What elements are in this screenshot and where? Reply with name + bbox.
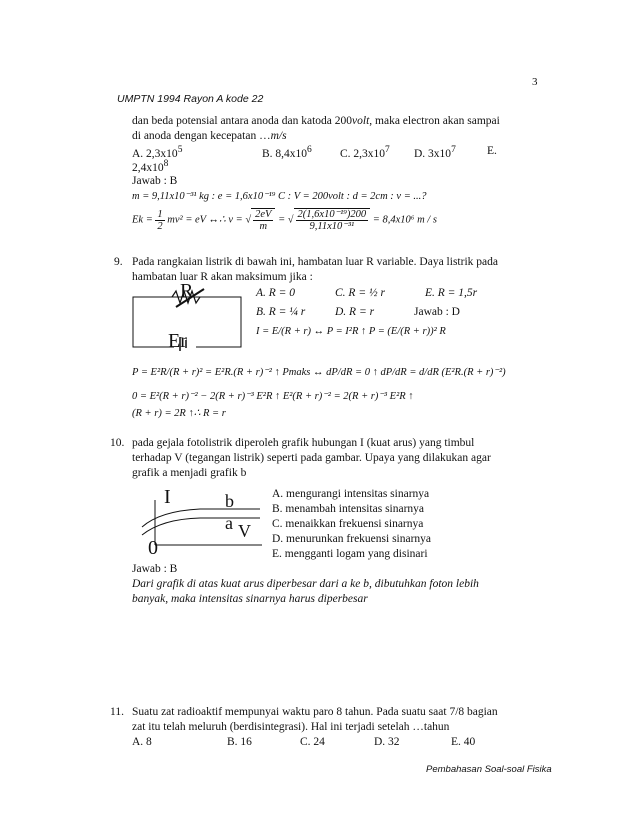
q11-option-d: D. 32 [374,736,400,748]
q10-curve-a-label: a [225,513,233,533]
q8-answer: Jawab : B [132,175,178,187]
q8-stem-line2: di anoda dengan kecepatan …m/s [132,130,287,142]
q10-origin-label: 0 [148,537,158,559]
q9-number: 9. [114,256,123,268]
q8-option-c: C. $2,3x10^7$ [340,145,390,160]
q9-option-b: B. R = ¼ r [256,306,306,318]
q10-stem-line2: terhadap V (tegangan listrik) seperti pada gambar. Upaya yang dilakukan agar [132,452,491,464]
q10-axis-i-label: I [164,486,171,508]
q8-option-a: A. $2,3x10^5$ [132,145,183,160]
q10-explanation-line1: Dari grafik di atas kuat arus diperbesar dari a ke b, dibutuhkan foton lebih [132,578,479,590]
q8-kinetic-energy-equation: Ek = $\frac{1}{2}$ mv² = eV ↔∴ v = √ $\frac{2eV}{m}$ = √ $\frac{\text{2(1,6x10⁻¹⁹)200}}{\text{9,11x10⁻³¹}}$ = 8,4x10⁶ m / s [132,208,437,233]
q11-number: 11. [110,706,124,718]
q10-explanation-line2: banyak, maka intensitas sinarnya harus diperbesar [132,593,368,605]
q9-option-d: D. R = r [335,306,375,318]
q9-equation-1: I = E/(R + r) ↔ P = I²R ↑ P = (E/(R + r))² R [256,326,446,337]
q8-stem-line1: dan beda potensial antara anoda dan katoda 200volt, maka electron akan sampai [132,115,500,127]
q10-stem-line1: pada gejala fotolistrik diperoleh grafik hubungan I (kuat arus) yang timbul [132,437,475,449]
q10-option-b: B. menambah intensitas sinarnya [272,503,425,515]
page-footer: Pembahasan Soal-soal Fisika [426,764,552,775]
q10-option-d: D. menurunkan frekuensi sinarnya [272,533,432,545]
q9-answer: Jawab : D [414,306,460,318]
q9-stem-line1: Pada rangkaian listrik di bawah ini, hambatan luar R variable. Daya listrik pada [132,256,498,268]
q11-option-e: E. 40 [451,736,476,748]
q9-stem-line2: hambatan luar R akan maksimum jika : [132,271,313,283]
q10-option-c: C. menaikkan frekuensi sinarnya [272,518,424,530]
q11-option-c: C. 24 [300,736,325,748]
q9-equation-4: (R + r) = 2R ↑∴ R = r [132,408,226,419]
q9-option-e: E. R = 1,5r [425,287,478,299]
q11-option-b: B. 16 [227,736,252,748]
page-header: UMPTN 1994 Rayon A kode 22 [117,93,264,105]
q8-option-b: B. $8,4x10^6$ [262,145,312,160]
q9-resistor-label: R [180,280,194,302]
q8-option-e-value: $2,4x10^8$ [132,159,169,174]
q9-option-a: A. R = 0 [256,287,296,299]
page-number: 3 [532,76,538,88]
q9-equation-3: 0 = E²(R + r)⁻² − 2(R + r)⁻³ E²R ↑ E²(R + r)⁻² = 2(R + r)⁻³ E²R ↑ [132,391,414,402]
q9-battery-label: Er [168,330,187,352]
q9-option-c: C. R = ½ r [335,287,385,299]
q10-option-e: E. mengganti logam yang disinari [272,548,428,560]
q8-given: m = 9,11x10⁻³¹ kg : e = 1,6x10⁻¹⁹ C : V = 200volt : d = 2cm : v = ...? [132,191,427,202]
q9-equation-2: P = E²R/(R + r)² = E²R.(R + r)⁻² ↑ Pmaks ↔ dP/dR = 0 ↑ dP/dR = d/dR (E²R.(R + r)⁻²) [132,367,506,378]
q8-option-d: D. $3x10^7$ [414,145,456,160]
q11-stem-line2: zat itu telah meluruh (berdisintegrasi). Hal ini terjadi setelah …tahun [132,721,450,733]
q8-option-e: E. [487,145,497,157]
q10-stem-line3: grafik a menjadi grafik b [132,467,247,479]
q10-answer: Jawab : B [132,563,178,575]
q10-axis-v-label: V [238,521,251,541]
q11-option-a: A. 8 [132,736,152,748]
q11-stem-line1: Suatu zat radioaktif mempunyai waktu paro 8 tahun. Pada suatu saat 7/8 bagian [132,706,498,718]
q10-number: 10. [110,437,125,449]
q10-option-a: A. mengurangi intensitas sinarnya [272,488,430,500]
q10-curve-b-label: b [225,491,234,511]
